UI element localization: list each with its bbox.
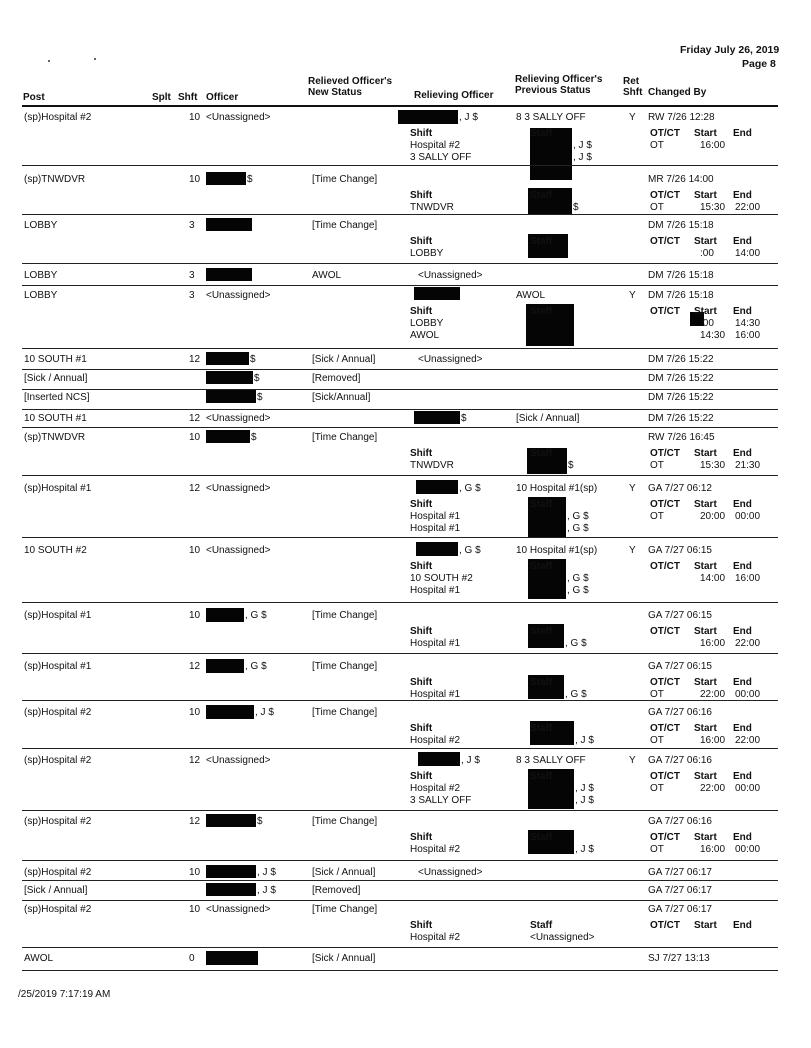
row-divider xyxy=(22,860,778,861)
row-divider xyxy=(22,900,778,901)
officer-cell: <Unassigned> xyxy=(206,290,271,301)
detail-shift-value: Hospital #1 xyxy=(410,638,461,649)
detail-shift-value: LOBBY xyxy=(410,248,444,259)
redaction-block xyxy=(206,268,252,281)
redaction-block xyxy=(418,752,460,766)
relieving-officer-cell: , G $ xyxy=(459,483,481,494)
ot-header: Start xyxy=(694,771,717,782)
changed-by-cell: DM 7/26 15:18 xyxy=(648,290,714,301)
new-status-cell: [Time Change] xyxy=(312,432,378,443)
ot-header: OT/CT xyxy=(650,561,680,572)
ot-end: 16:00 xyxy=(735,330,761,341)
ot-header: End xyxy=(733,832,752,843)
detail-shift-value: Hospital #1 xyxy=(410,523,461,534)
scan-speck xyxy=(48,60,50,62)
shft-cell: 12 xyxy=(189,816,201,827)
officer-cell: <Unassigned> xyxy=(206,483,271,494)
ot-type: OT xyxy=(650,735,664,746)
shft-cell: 10 xyxy=(189,112,201,123)
changed-by-cell: GA 7/27 06:15 xyxy=(648,545,712,556)
detail-shift-label: Shift xyxy=(410,677,433,688)
detail-shift-value: 3 SALLY OFF xyxy=(410,152,472,163)
ot-end: 00:00 xyxy=(735,689,761,700)
changed-by-cell: GA 7/27 06:16 xyxy=(648,707,712,718)
row-divider xyxy=(22,409,778,410)
detail-shift-value: Hospital #1 xyxy=(410,511,461,522)
redaction-block xyxy=(398,110,458,124)
page-number: Page 8 xyxy=(742,58,776,70)
detail-staff-value: $ xyxy=(568,460,574,471)
officer-cell: , G $ xyxy=(245,610,267,621)
shft-cell: 10 xyxy=(189,174,201,185)
new-status-cell: [Time Change] xyxy=(312,610,378,621)
ot-end: 16:00 xyxy=(735,573,761,584)
officer-cell: , J $ xyxy=(255,707,274,718)
ot-header: OT/CT xyxy=(650,448,680,459)
ot-header: Start xyxy=(694,832,717,843)
row-divider xyxy=(22,970,778,971)
row-divider xyxy=(22,700,778,701)
officer-cell: $ xyxy=(251,432,257,443)
officer-cell: $ xyxy=(250,354,256,365)
ot-start: 14:30 xyxy=(700,330,726,341)
post-cell: (sp)Hospital #2 xyxy=(24,867,92,878)
print-timestamp: /25/2019 7:17:19 AM xyxy=(18,989,111,1000)
col-splt: Splt xyxy=(152,92,171,103)
redaction-block xyxy=(206,352,249,365)
officer-cell: <Unassigned> xyxy=(206,904,271,915)
detail-staff-value: , G $ xyxy=(565,689,587,700)
row-divider xyxy=(22,537,778,538)
changed-by-cell: GA 7/27 06:15 xyxy=(648,610,712,621)
ot-start: 16:00 xyxy=(700,844,726,855)
header-rule xyxy=(22,105,778,107)
redaction-block xyxy=(206,390,256,403)
ot-header: OT/CT xyxy=(650,306,680,317)
new-status-cell: [Removed] xyxy=(312,373,361,384)
officer-cell: <Unassigned> xyxy=(206,112,271,123)
detail-staff-value: , J $ xyxy=(575,795,594,806)
detail-shift-label: Shift xyxy=(410,128,433,139)
post-cell: 10 SOUTH #1 xyxy=(24,354,87,365)
ot-start: 22:00 xyxy=(700,783,726,794)
detail-shift-label: Shift xyxy=(410,723,433,734)
detail-staff-value: $ xyxy=(573,202,579,213)
ot-header: OT/CT xyxy=(650,499,680,510)
officer-cell: <Unassigned> xyxy=(206,545,271,556)
row-divider xyxy=(22,475,778,476)
ret-shft-cell: Y xyxy=(629,755,636,766)
detail-staff-label: Staff xyxy=(530,832,553,843)
detail-shift-label: Shift xyxy=(410,190,433,201)
detail-shift-label: Shift xyxy=(410,771,433,782)
col-relieving-officer: Relieving Officer xyxy=(414,90,494,101)
detail-staff-label: Staff xyxy=(530,771,553,782)
shft-cell: 10 xyxy=(189,707,201,718)
changed-by-cell: RW 7/26 16:45 xyxy=(648,432,715,443)
detail-staff-label: Staff xyxy=(530,448,553,459)
ot-header: OT/CT xyxy=(650,677,680,688)
ot-start: 16:00 xyxy=(700,638,726,649)
post-cell: AWOL xyxy=(24,953,54,964)
previous-status-cell: 8 3 SALLY OFF xyxy=(516,112,586,123)
detail-staff-label: Staff xyxy=(530,626,553,637)
ot-start: :00 xyxy=(700,248,714,259)
detail-staff-label: Staff xyxy=(530,723,553,734)
row-divider xyxy=(22,165,778,166)
shft-cell: 12 xyxy=(189,755,201,766)
changed-by-cell: GA 7/27 06:17 xyxy=(648,885,712,896)
post-cell: 10 SOUTH #2 xyxy=(24,545,87,556)
ot-type: OT xyxy=(650,140,664,151)
ot-header: End xyxy=(733,190,752,201)
row-divider xyxy=(22,285,778,286)
ret-shft-cell: Y xyxy=(629,290,636,301)
ot-header: Start xyxy=(694,677,717,688)
detail-staff-value: , J $ xyxy=(575,783,594,794)
detail-staff-label: Staff xyxy=(530,561,553,572)
redaction-block xyxy=(206,430,250,443)
redaction-block xyxy=(206,659,244,673)
ot-start: 16:00 xyxy=(700,735,726,746)
ot-header: End xyxy=(733,499,752,510)
post-cell: (sp)Hospital #2 xyxy=(24,904,92,915)
officer-cell: , G $ xyxy=(245,661,267,672)
detail-staff-value: , G $ xyxy=(565,638,587,649)
ot-start: 14:00 xyxy=(700,573,726,584)
ot-header: Start xyxy=(694,448,717,459)
ot-end: 22:00 xyxy=(735,638,761,649)
changed-by-cell: DM 7/26 15:18 xyxy=(648,270,714,281)
changed-by-cell: GA 7/27 06:15 xyxy=(648,661,712,672)
detail-staff-value: , J $ xyxy=(573,140,592,151)
changed-by-cell: DM 7/26 15:22 xyxy=(648,392,714,403)
shft-cell: 10 xyxy=(189,610,201,621)
changed-by-cell: MR 7/26 14:00 xyxy=(648,174,714,185)
new-status-cell: [Time Change] xyxy=(312,174,378,185)
detail-staff-label: Staff xyxy=(530,236,553,247)
col-changed-by: Changed By xyxy=(648,87,707,98)
new-status-cell: [Sick / Annual] xyxy=(312,867,376,878)
detail-staff-value: <Unassigned> xyxy=(530,932,595,943)
ot-start: 16:00 xyxy=(700,140,726,151)
ot-header: Start xyxy=(694,561,717,572)
detail-staff-label: Staff xyxy=(530,306,553,317)
new-status-cell: [Time Change] xyxy=(312,220,378,231)
ot-end: 22:00 xyxy=(735,202,761,213)
redaction-block xyxy=(206,218,252,231)
detail-staff-value: , G $ xyxy=(567,523,589,534)
officer-cell: , J $ xyxy=(257,867,276,878)
detail-shift-value: Hospital #2 xyxy=(410,140,461,151)
new-status-cell: [Sick / Annual] xyxy=(312,354,376,365)
changed-by-cell: DM 7/26 15:22 xyxy=(648,354,714,365)
shft-cell: 3 xyxy=(189,220,195,231)
changed-by-cell: DM 7/26 15:18 xyxy=(648,220,714,231)
new-status-cell: [Sick / Annual] xyxy=(312,953,376,964)
officer-cell: $ xyxy=(254,373,260,384)
detail-shift-label: Shift xyxy=(410,306,433,317)
post-cell: (sp)Hospital #2 xyxy=(24,707,92,718)
ot-header: Start xyxy=(694,723,717,734)
ret-shft-cell: Y xyxy=(629,545,636,556)
detail-staff-label: Staff xyxy=(530,677,553,688)
post-cell: (sp)Hospital #1 xyxy=(24,610,92,621)
ot-header: OT/CT xyxy=(650,190,680,201)
detail-shift-value: LOBBY xyxy=(410,318,444,329)
ot-header: OT/CT xyxy=(650,128,680,139)
detail-shift-value: Hospital #2 xyxy=(410,932,461,943)
officer-cell: <Unassigned> xyxy=(206,755,271,766)
ot-header: End xyxy=(733,448,752,459)
detail-staff-value: , G $ xyxy=(567,573,589,584)
ot-start: 22:00 xyxy=(700,689,726,700)
changed-by-cell: GA 7/27 06:12 xyxy=(648,483,712,494)
detail-shift-label: Shift xyxy=(410,236,433,247)
detail-staff-value: , J $ xyxy=(575,844,594,855)
detail-shift-label: Shift xyxy=(410,448,433,459)
new-status-cell: [Sick/Annual] xyxy=(312,392,371,403)
col-post: Post xyxy=(23,92,45,103)
changed-by-cell: GA 7/27 06:17 xyxy=(648,904,712,915)
row-divider xyxy=(22,880,778,881)
redaction-block xyxy=(416,480,458,494)
row-divider xyxy=(22,810,778,811)
redaction-block xyxy=(206,865,256,878)
row-divider xyxy=(22,427,778,428)
changed-by-cell: RW 7/26 12:28 xyxy=(648,112,715,123)
shft-cell: 0 xyxy=(189,953,195,964)
relieving-officer-cell: <Unassigned> xyxy=(418,867,483,878)
ot-header: Start xyxy=(694,236,717,247)
post-cell: LOBBY xyxy=(24,270,58,281)
ot-type: OT xyxy=(650,689,664,700)
row-divider xyxy=(22,947,778,948)
ot-header: End xyxy=(733,236,752,247)
redaction-block xyxy=(206,371,253,384)
ot-header: End xyxy=(733,920,752,931)
shft-cell: 10 xyxy=(189,867,201,878)
relieving-officer-cell: <Unassigned> xyxy=(418,270,483,281)
previous-status-cell: [Sick / Annual] xyxy=(516,413,580,424)
previous-status-cell: 10 Hospital #1(sp) xyxy=(516,483,598,494)
scan-speck xyxy=(94,58,96,60)
ret-shft-cell: Y xyxy=(629,112,636,123)
row-divider xyxy=(22,748,778,749)
relieving-officer-cell: , G $ xyxy=(459,545,481,556)
relieving-officer-cell: , J $ xyxy=(459,112,478,123)
ot-header: End xyxy=(733,561,752,572)
detail-staff-label: Staff xyxy=(530,920,553,931)
redaction-block xyxy=(414,411,460,424)
redaction-block xyxy=(414,287,460,300)
col-relieved-status: Relieved Officer's New Status xyxy=(308,76,393,98)
col-officer: Officer xyxy=(206,92,239,103)
officer-cell: , J $ xyxy=(257,885,276,896)
detail-staff-label: Staff xyxy=(530,128,553,139)
post-cell: [Inserted NCS] xyxy=(24,392,90,403)
previous-status-cell: AWOL xyxy=(516,290,546,301)
officer-cell: <Unassigned> xyxy=(206,413,271,424)
row-divider xyxy=(22,214,778,215)
detail-shift-value: Hospital #2 xyxy=(410,844,461,855)
post-cell: [Sick / Annual] xyxy=(24,373,88,384)
detail-shift-value: Hospital #2 xyxy=(410,783,461,794)
post-cell: (sp)TNWDVR xyxy=(24,174,86,185)
shft-cell: 3 xyxy=(189,270,195,281)
post-cell: (sp)Hospital #1 xyxy=(24,661,92,672)
ot-header: OT/CT xyxy=(650,236,680,247)
previous-status-cell: 10 Hospital #1(sp) xyxy=(516,545,598,556)
changed-by-cell: SJ 7/27 13:13 xyxy=(648,953,710,964)
redaction-block xyxy=(206,951,258,965)
col-shft: Shft xyxy=(178,92,198,103)
ot-end: 14:00 xyxy=(735,248,761,259)
row-divider xyxy=(22,602,778,603)
ot-header: End xyxy=(733,677,752,688)
row-divider xyxy=(22,653,778,654)
detail-staff-label: Staff xyxy=(530,190,553,201)
detail-shift-label: Shift xyxy=(410,626,433,637)
detail-staff-value: , J $ xyxy=(575,735,594,746)
ot-end: 00:00 xyxy=(735,511,761,522)
shft-cell: 12 xyxy=(189,354,201,365)
new-status-cell: [Time Change] xyxy=(312,904,378,915)
shft-cell: 12 xyxy=(189,413,201,424)
ret-shft-cell: Y xyxy=(629,483,636,494)
ot-header: End xyxy=(733,128,752,139)
detail-shift-value: TNWDVR xyxy=(410,202,454,213)
ot-start: 15:30 xyxy=(700,460,726,471)
detail-shift-label: Shift xyxy=(410,499,433,510)
ot-start: 15:30 xyxy=(700,202,726,213)
shft-cell: 10 xyxy=(189,432,201,443)
ot-end: 22:00 xyxy=(735,735,761,746)
ot-header: Start xyxy=(694,128,717,139)
detail-staff-value: , G $ xyxy=(567,585,589,596)
redaction-block xyxy=(206,172,246,185)
redaction-block xyxy=(206,705,254,719)
post-cell: 10 SOUTH #1 xyxy=(24,413,87,424)
ot-header: OT/CT xyxy=(650,771,680,782)
ot-header: OT/CT xyxy=(650,832,680,843)
ot-start: 20:00 xyxy=(700,511,726,522)
new-status-cell: [Time Change] xyxy=(312,816,378,827)
ot-header: OT/CT xyxy=(650,626,680,637)
officer-cell: $ xyxy=(247,174,253,185)
post-cell: (sp)Hospital #2 xyxy=(24,112,92,123)
changed-by-cell: GA 7/27 06:16 xyxy=(648,755,712,766)
relieving-officer-cell: , J $ xyxy=(461,755,480,766)
col-ret-shft: Ret Shft xyxy=(623,76,643,98)
detail-shift-value: TNWDVR xyxy=(410,460,454,471)
post-cell: LOBBY xyxy=(24,290,58,301)
ot-header: Start xyxy=(694,626,717,637)
post-cell: (sp)Hospital #2 xyxy=(24,816,92,827)
shft-cell: 12 xyxy=(189,661,201,672)
ot-type: OT xyxy=(650,511,664,522)
detail-shift-label: Shift xyxy=(410,920,433,931)
ot-header: End xyxy=(733,626,752,637)
redaction-block xyxy=(206,814,256,827)
detail-shift-value: Hospital #1 xyxy=(410,585,461,596)
redaction-block xyxy=(206,608,244,622)
detail-shift-value: AWOL xyxy=(410,330,440,341)
detail-staff-label: Staff xyxy=(530,499,553,510)
post-cell: (sp)TNWDVR xyxy=(24,432,86,443)
shft-cell: 10 xyxy=(189,545,201,556)
changed-by-cell: DM 7/26 15:22 xyxy=(648,373,714,384)
officer-cell: $ xyxy=(257,392,263,403)
row-divider xyxy=(22,369,778,370)
ot-end: 14:30 xyxy=(735,318,761,329)
ot-end: 00:00 xyxy=(735,783,761,794)
post-cell: [Sick / Annual] xyxy=(24,885,88,896)
post-cell: (sp)Hospital #2 xyxy=(24,755,92,766)
post-cell: LOBBY xyxy=(24,220,58,231)
changed-by-cell: GA 7/27 06:16 xyxy=(648,816,712,827)
ot-header: Start xyxy=(694,306,717,317)
detail-staff-value: , G $ xyxy=(567,511,589,522)
changed-by-cell: DM 7/26 15:22 xyxy=(648,413,714,424)
new-status-cell: [Time Change] xyxy=(312,661,378,672)
relieving-officer-cell: <Unassigned> xyxy=(418,354,483,365)
col-relieving-prev: Relieving Officer's Previous Status xyxy=(515,74,603,96)
officer-cell: $ xyxy=(257,816,263,827)
ot-type: OT xyxy=(650,202,664,213)
ot-type: OT xyxy=(650,844,664,855)
redaction-block xyxy=(206,883,256,896)
ot-type: OT xyxy=(650,783,664,794)
detail-staff-value: , J $ xyxy=(573,152,592,163)
shft-cell: 12 xyxy=(189,483,201,494)
new-status-cell: AWOL xyxy=(312,270,342,281)
row-divider xyxy=(22,389,778,390)
ot-header: Start xyxy=(694,190,717,201)
detail-shift-value: 10 SOUTH #2 xyxy=(410,573,473,584)
shft-cell: 3 xyxy=(189,290,195,301)
ot-header: OT/CT xyxy=(650,723,680,734)
post-cell: (sp)Hospital #1 xyxy=(24,483,92,494)
row-divider xyxy=(22,263,778,264)
relieving-officer-cell: $ xyxy=(461,413,467,424)
redaction-block xyxy=(416,542,458,556)
report-date: Friday July 26, 2019 xyxy=(680,44,780,56)
ot-end: 00:00 xyxy=(735,844,761,855)
new-status-cell: [Time Change] xyxy=(312,707,378,718)
detail-shift-value: Hospital #1 xyxy=(410,689,461,700)
previous-status-cell: 8 3 SALLY OFF xyxy=(516,755,586,766)
ot-type: OT xyxy=(650,460,664,471)
shft-cell: 10 xyxy=(189,904,201,915)
ot-header: Start xyxy=(694,499,717,510)
ot-header: Start xyxy=(694,920,717,931)
ot-start: :00 xyxy=(700,318,714,329)
new-status-cell: [Removed] xyxy=(312,885,361,896)
detail-shift-label: Shift xyxy=(410,832,433,843)
ot-header: OT/CT xyxy=(650,920,680,931)
row-divider xyxy=(22,348,778,349)
detail-shift-value: 3 SALLY OFF xyxy=(410,795,472,806)
detail-shift-label: Shift xyxy=(410,561,433,572)
changed-by-cell: GA 7/27 06:17 xyxy=(648,867,712,878)
ot-end: 21:30 xyxy=(735,460,761,471)
ot-header: End xyxy=(733,771,752,782)
ot-header: End xyxy=(733,306,752,317)
ot-header: End xyxy=(733,723,752,734)
detail-shift-value: Hospital #2 xyxy=(410,735,461,746)
